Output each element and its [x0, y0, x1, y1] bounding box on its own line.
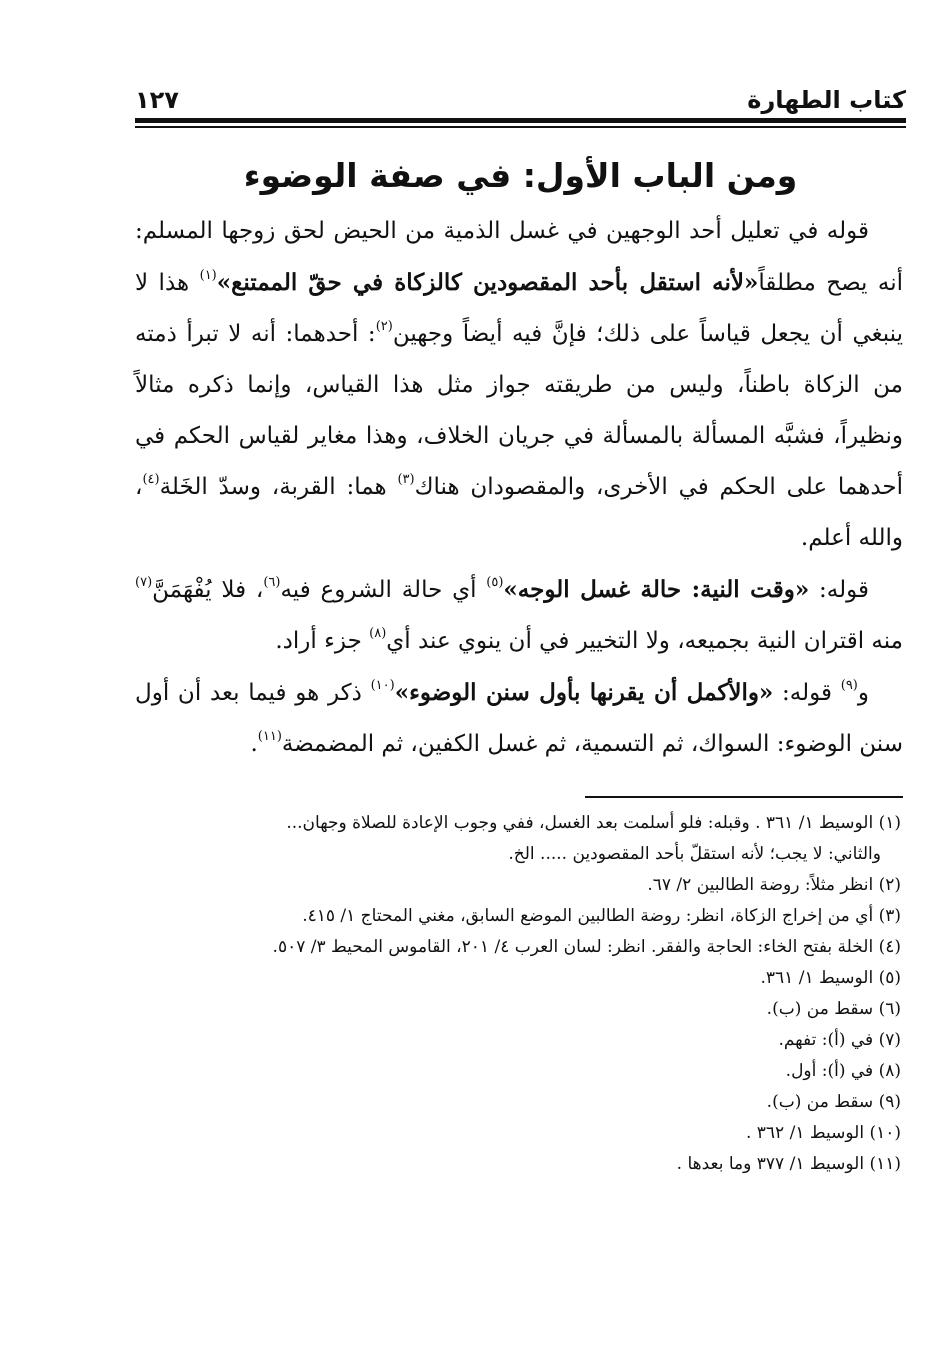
footnote-marker: (٦): [263, 575, 281, 590]
paragraph-2: [135, 564, 903, 667]
quoted-text: «وقت النية: حالة غسل الوجه»: [503, 576, 810, 603]
text-run: هما: القربة، وسدّ الخَلة: [159, 474, 398, 500]
footnote-marker: (٩): [840, 678, 858, 693]
footnote: (١٠) الوسيط ١/ ٣٦٢ .: [745, 1123, 901, 1143]
text-run: قوله في تعليل أحد الوجهين في غسل الذمية من الحيض لحق زوجها المسلم: أنه يصح مطلقاً: [135, 218, 903, 296]
footnote-marker: (١): [199, 268, 217, 283]
footnote-marker: (١٠): [370, 678, 395, 693]
footnote-marker: (٧): [135, 575, 153, 590]
footnote: (١١) الوسيط ١/ ٣٧٧ وما بعدها .: [676, 1154, 901, 1174]
footnote: (٥) الوسيط ١/ ٣٦١.: [760, 968, 901, 988]
text-run: ذكر هو فيما بعد أن أول سنن الوضوء: السواك، ثم التسمية، ثم غسل الكفين، ثم المضمضة: [135, 680, 903, 757]
text-run: .: [250, 731, 258, 757]
footnote-marker: (٨): [369, 626, 387, 641]
header-rule-thin: [135, 126, 906, 128]
footnote: (٨) في (أ): أول.: [785, 1061, 901, 1081]
text-run: و: [857, 680, 869, 706]
footnotes: [138, 808, 901, 1180]
text-run: ، والله أعلم.: [135, 474, 903, 551]
footnote: (٤) الخلة بفتح الخاء: الحاجة والفقر. انظر: لسان العرب ٤/ ٢٠١، القاموس المحيط ٣/ ٥٠٧.: [272, 937, 901, 957]
text-run: : أحدهما: أنه لا تبرأ ذمته من الزكاة باطناً، وليس من طريقته جواز مثل هذا القياس، وإنما ذكره مثالاً ونظيراً، فشبَّه المسألة بالمسألة في جريان الخلاف، وهذا مغاير لقياس الحكم في أحدهما على الحكم في الأخرى، والمقصودان هناك: [135, 321, 903, 500]
quoted-text: «لأنه استقل بأحد المقصودين كالزكاة في حقّ الممتنع»: [216, 269, 759, 296]
footnote-marker: (٣): [397, 472, 415, 487]
running-title: كتاب الطهارة: [747, 86, 906, 114]
footnote-marker: (١١): [257, 729, 282, 744]
footnote: (٧) في (أ): تفهم.: [778, 1030, 901, 1050]
text-run: أي حالة الشروع فيه: [280, 577, 487, 603]
text-run: منه اقتران النية بجميعه، ولا التخيير في أن ينوي عند أي: [386, 628, 903, 654]
text-run: قوله:: [773, 680, 841, 706]
footnote: (٦) سقط من (ب).: [766, 999, 901, 1019]
page-number: ١٢٧: [135, 86, 179, 114]
page-header: [135, 82, 906, 122]
paragraph-3: [135, 667, 903, 770]
footnote: (٩) سقط من (ب).: [766, 1092, 901, 1112]
footnote-marker: (٤): [142, 472, 160, 487]
text-run: جزء أراد.: [275, 628, 370, 654]
paragraph-1: [135, 206, 903, 564]
main-text: [135, 206, 903, 770]
footnote: (٢) انظر مثلاً: روضة الطالبين ٢/ ٦٧.: [647, 875, 901, 895]
header-rule-thick: [135, 118, 906, 123]
footnote-continuation: والثاني: لا يجب؛ لأنه استقلّ بأحد المقصودين ..... الخ.: [508, 844, 881, 864]
text-run: قوله:: [809, 577, 869, 603]
footnote: (٣) أي من إخراج الزكاة، انظر: روضة الطالبين الموضع السابق، مغني المحتاج ١/ ٤١٥.: [302, 906, 901, 926]
footnote-marker: (٢): [375, 319, 393, 334]
footnote-separator: [585, 796, 903, 798]
footnote: (١) الوسيط ١/ ٣٦١ . وقبله: فلو أسلمت بعد الغسل، ففي وجوب الإعادة للصلاة وجهان...: [286, 813, 901, 833]
text-run: هذا لا ينبغي أن يجعل قياساً على ذلك؛ فإنَّ فيه أيضاً وجهين: [135, 270, 903, 347]
quoted-text: «والأكمل أن يقرنها بأول سنن الوضوء»: [394, 679, 774, 706]
text-run: ، فلا يُفْهَمَنَّ: [152, 577, 264, 603]
chapter-title: ومن الباب الأول: في صفة الوضوء: [243, 156, 798, 195]
footnote-marker: (٥): [486, 575, 504, 590]
